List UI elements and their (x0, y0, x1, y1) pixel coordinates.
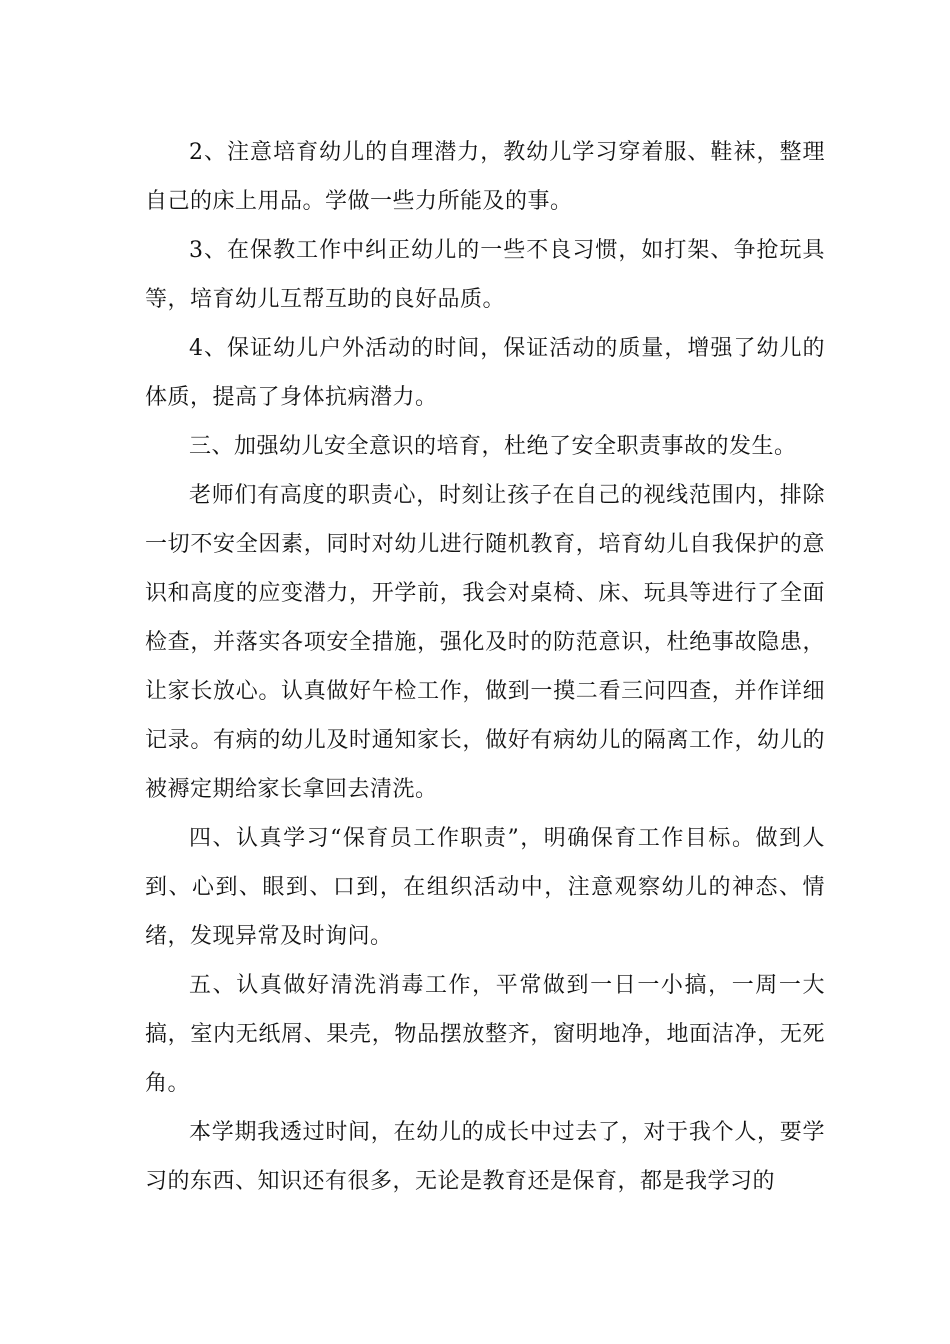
paragraph-self-care: 2、注意培育幼儿的自理潜力，教幼儿学习穿着服、鞋袜，整理自己的床上用品。学做一些力所能及的事。 (145, 140, 825, 214)
section-heading-duties: 四、认真学习“保育员工作职责”，明确保育工作目标。做到人到、心到、眼到、口到，在组织活动中，注意观察幼儿的神态、情绪，发现异常及时询问。 (145, 826, 825, 949)
paragraph-bad-habits: 3、在保教工作中纠正幼儿的一些不良习惯，如打架、争抢玩具等，培育幼儿互帮互助的良好品质。 (145, 238, 825, 312)
document-body (145, 128, 825, 1206)
paragraph-semester-summary: 本学期我透过时间，在幼儿的成长中过去了，对于我个人，要学习的东西、知识还有很多，无论是教育还是保育，都是我学习的 (145, 1120, 825, 1194)
section-heading-cleaning: 五、认真做好清洗消毒工作，平常做到一日一小搞，一周一大搞，室内无纸屑、果壳，物品摆放整齐，窗明地净，地面洁净，无死角。 (145, 973, 825, 1096)
section-heading-safety: 三、加强幼儿安全意识的培育，杜绝了安全职责事故的发生。 (189, 434, 797, 459)
paragraph-safety-measures: 老师们有高度的职责心，时刻让孩子在自己的视线范围内，排除一切不安全因素，同时对幼儿进行随机教育，培育幼儿自我保护的意识和高度的应变潜力，开学前，我会对桌椅、床、玩具等进行了全面检查，并落实各项安全措施，强化及时的防范意识，杜绝事故隐患，让家长放心。认真做好午检工作，做到一摸二看三问四查，并作详细记录。有病的幼儿及时通知家长，做好有病幼儿的隔离工作，幼儿的被褥定期给家长拿回去清洗。 (145, 483, 825, 802)
paragraph-outdoor-activity: 4、保证幼儿户外活动的时间，保证活动的质量，增强了幼儿的体质，提高了身体抗病潜力。 (145, 336, 825, 410)
